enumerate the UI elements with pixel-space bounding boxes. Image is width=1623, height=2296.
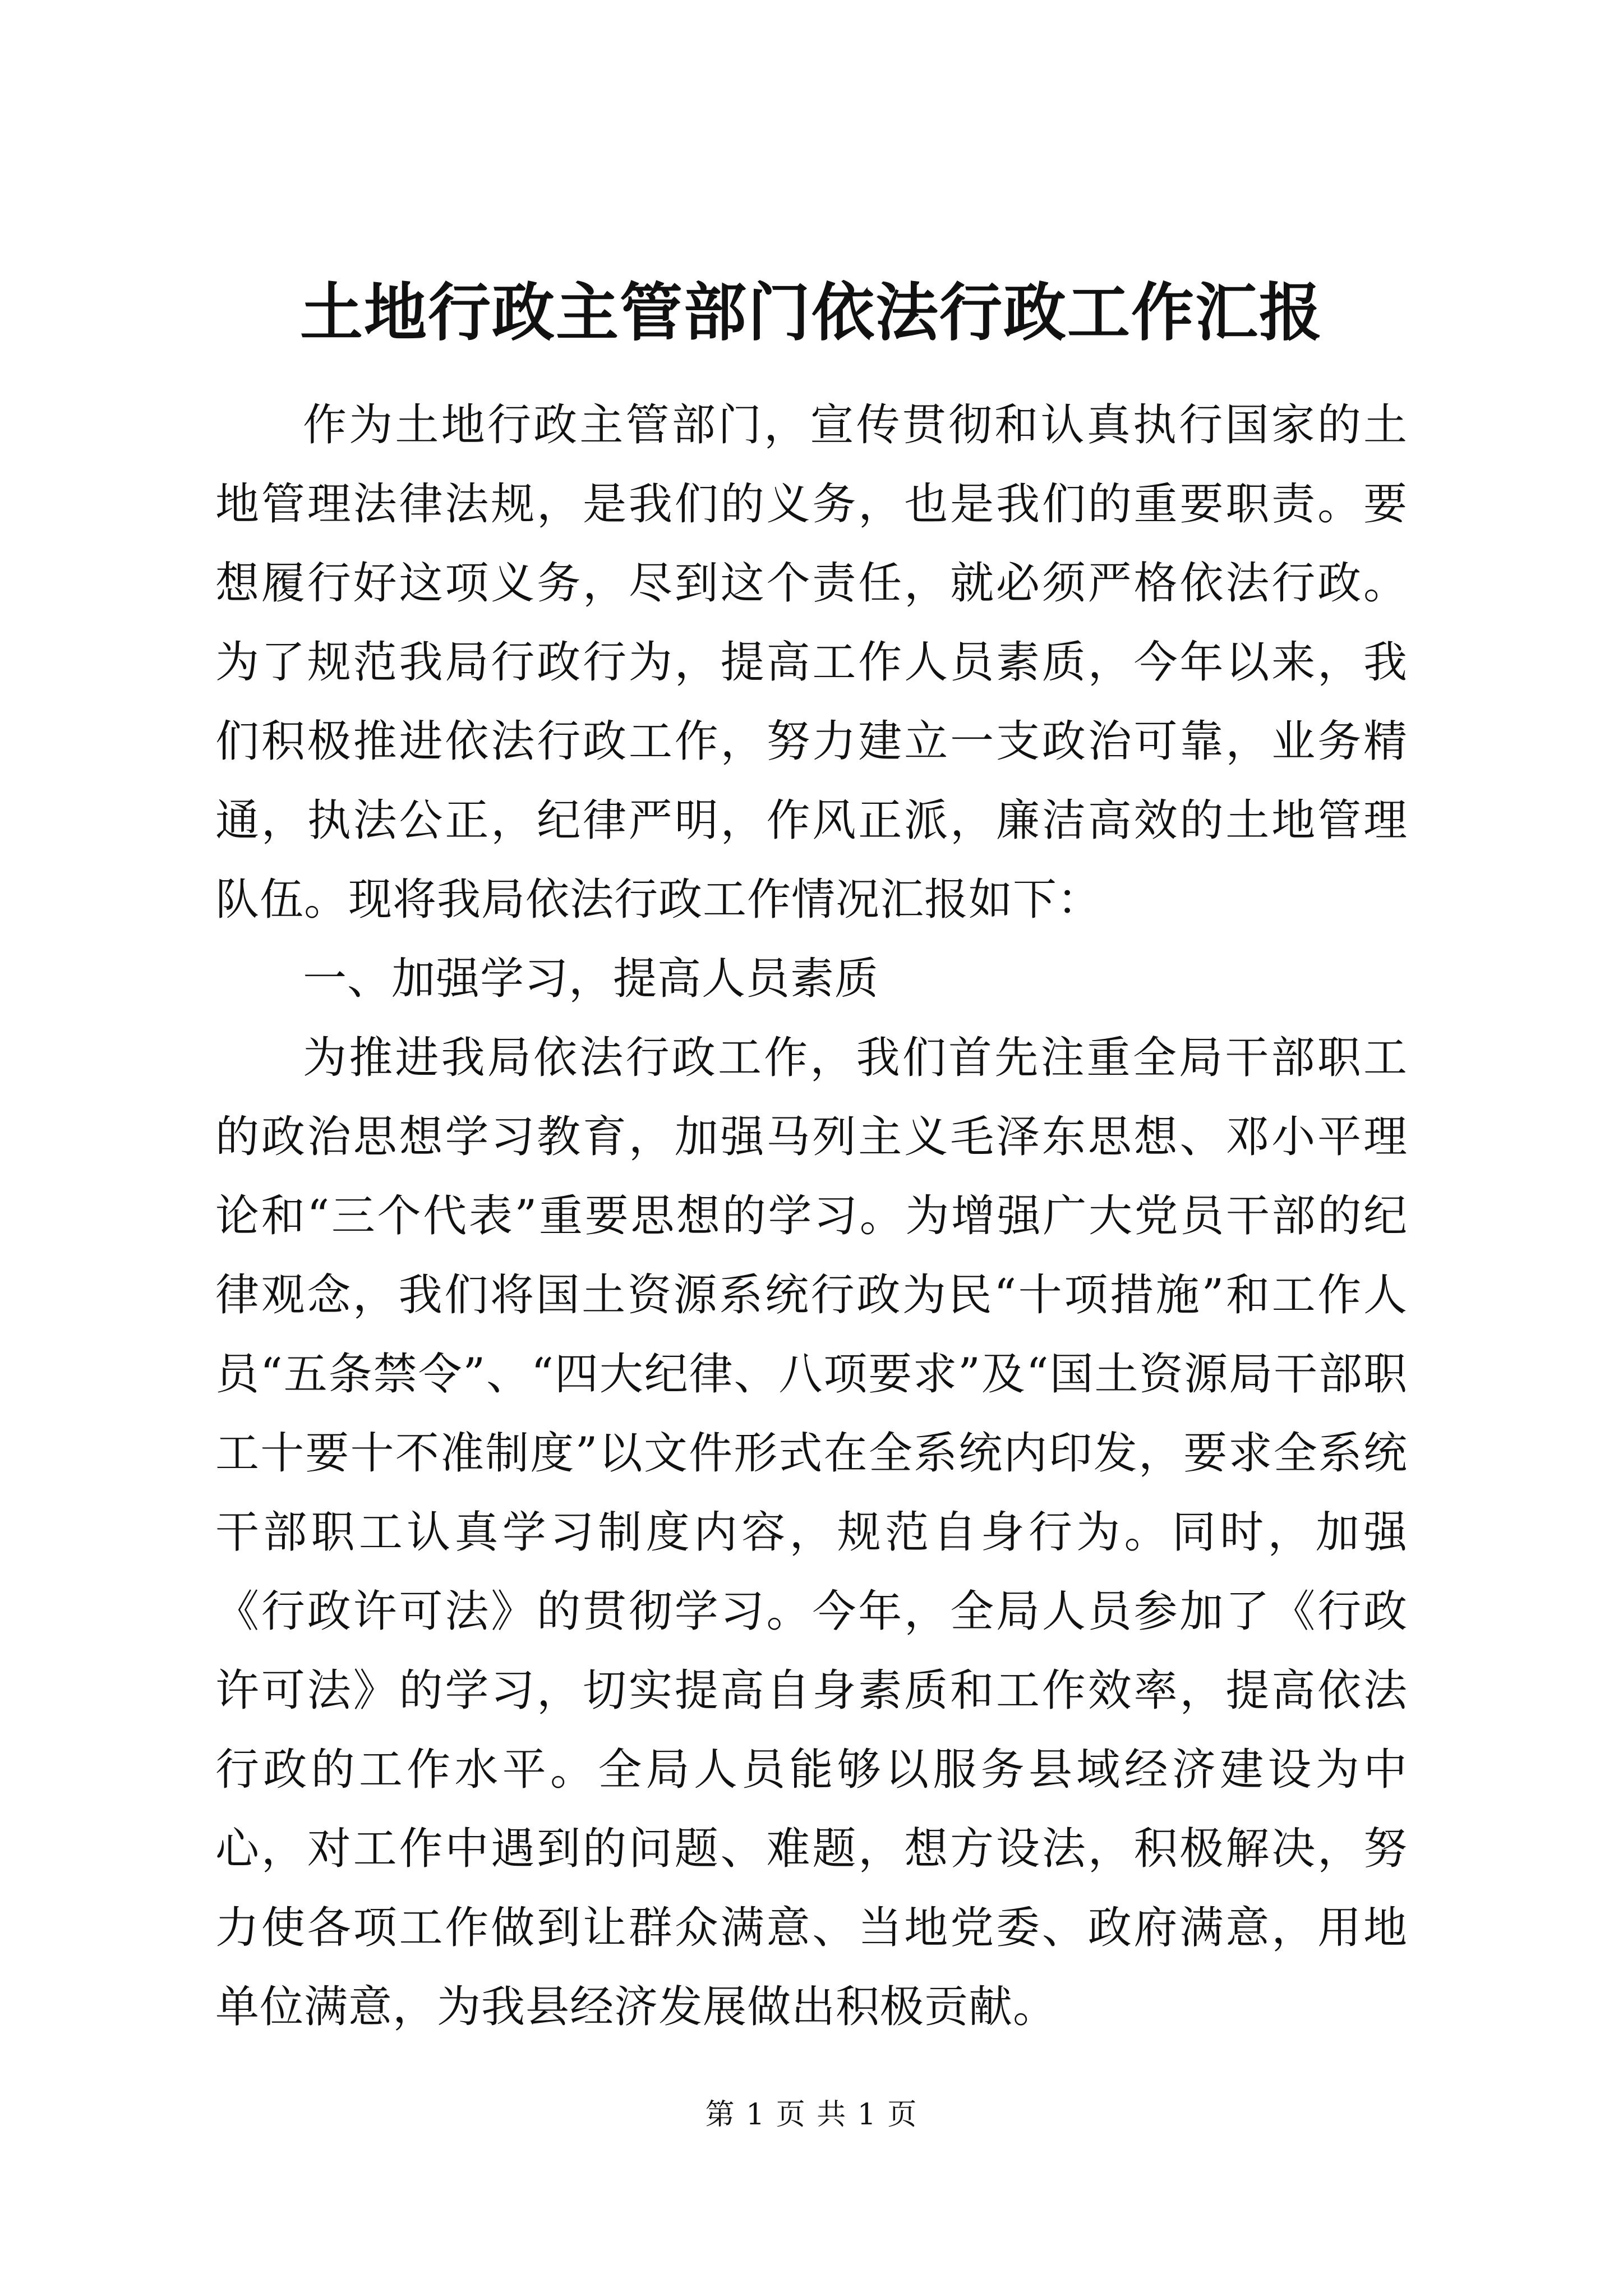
document-body <box>215 386 1408 2047</box>
document-title: 土地行政主管部门依法行政工作汇报 <box>300 276 1323 349</box>
section-paragraph: 为推进我局依法行政工作，我们首先注重全局干部职工的政治思想学习教育，加强马列主义毛泽东思想、邓小平理论和“三个代表”重要思想的学习。为增强广大党员干部的纪律观念，我们将国土资源系统行政为民“十项措施”和工作人员“五条禁令”、“四大纪律、八项要求”及“国土资源局干部职工十要十不准制度”以文件形式在全系统内印发，要求全系统干部职工认真学习制度内容，规范自身行为。同时，加强《行政许可法》的贯彻学习。今年，全局人员参加了《行政许可法》的学习，切实提高自身素质和工作效率，提高依法行政的工作水平。全局人员能够以服务县域经济建设为中心，对工作中遇到的问题、难题，想方设法，积极解决，努力使各项工作做到让群众满意、当地党委、政府满意，用地单位满意，为我县经济发展做出积极贡献。 <box>215 1033 1408 2032</box>
page-number-footer: 第 1 页 共 1 页 <box>705 2098 918 2132</box>
intro-paragraph: 作为土地行政主管部门，宣传贯彻和认真执行国家的土地管理法律法规，是我们的义务，也是我们的重要职责。要想履行好这项义务，尽到这个责任，就必须严格依法行政。为了规范我局行政行为，提高工作人员素质，今年以来，我们积极推进依法行政工作，努力建立一支政治可靠，业务精通，执法公正，纪律严明，作风正派，廉洁高效的土地管理队伍。现将我局依法行政工作情况汇报如下： <box>215 400 1408 925</box>
section-heading: 一、加强学习，提高人员素质 <box>303 954 879 1004</box>
